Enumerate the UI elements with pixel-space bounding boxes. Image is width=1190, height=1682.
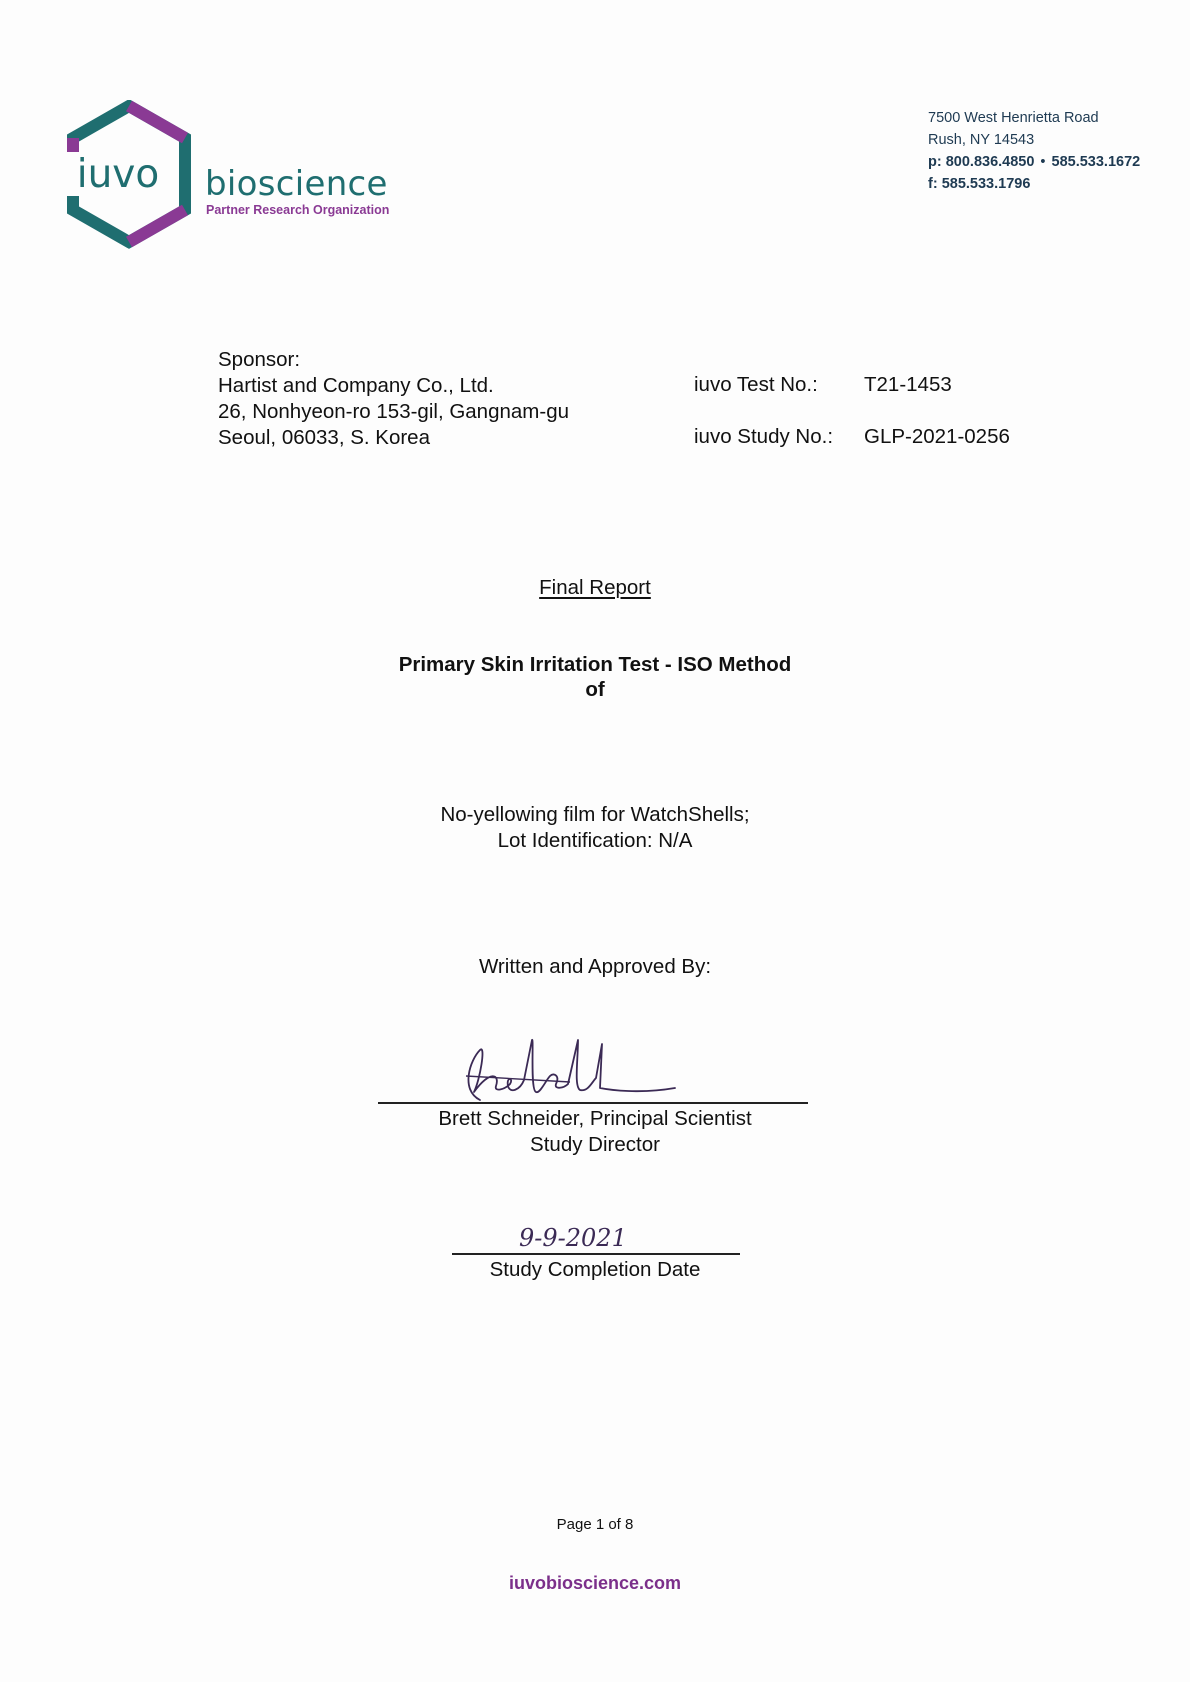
sponsor-address-1: 26, Nonhyeon-ro 153-gil, Gangnam-gu xyxy=(218,400,569,423)
test-title: Primary Skin Irritation Test - ISO Method xyxy=(398,653,792,676)
sponsor-label: Sponsor: xyxy=(218,348,301,371)
fax-label: f: xyxy=(928,176,938,192)
test-title-of: of xyxy=(585,678,605,701)
phone-primary: 800.836.4850 xyxy=(945,154,1035,170)
test-number-row xyxy=(694,373,952,397)
signature-line xyxy=(378,1102,808,1104)
study-number-value: GLP-2021-0256 xyxy=(864,425,1010,448)
handwritten-date xyxy=(515,1218,645,1258)
logo-brand: bioscience xyxy=(205,164,388,204)
logo-word: iuvo xyxy=(76,152,160,197)
sponsor-company: Hartist and Company Co., Ltd. xyxy=(218,374,494,397)
address-fax xyxy=(928,173,1140,195)
lot-identification: Lot Identification: N/A xyxy=(497,829,693,852)
website-link[interactable]: iuvobioscience.com xyxy=(508,1573,682,1593)
fax-number: 585.533.1796 xyxy=(941,176,1031,192)
director-signature xyxy=(450,1030,690,1110)
address-street: 7500 West Henrietta Road xyxy=(928,110,1099,126)
date-line xyxy=(452,1253,740,1255)
test-article: No-yellowing film for WatchShells; xyxy=(440,803,750,826)
test-number-label: iuvo Test No.: xyxy=(694,373,818,396)
address-phone xyxy=(928,151,1140,173)
page-number: Page 1 of 8 xyxy=(556,1516,634,1533)
phone-label: p: xyxy=(928,154,942,170)
study-number-row xyxy=(694,425,1010,449)
sponsor-block xyxy=(218,347,569,451)
logo-tagline: Partner Research Organization xyxy=(206,203,390,217)
signer-role: Study Director xyxy=(530,1133,660,1156)
company-address xyxy=(928,107,1140,195)
approved-by-label: Written and Approved By: xyxy=(478,955,712,978)
phone-separator: • xyxy=(1040,154,1046,170)
phone-secondary: 585.533.1672 xyxy=(1051,154,1141,170)
completion-date-label: Study Completion Date xyxy=(489,1258,701,1281)
study-number-label: iuvo Study No.: xyxy=(694,425,834,448)
completion-date: 9-9-2021 xyxy=(519,1224,627,1252)
test-number-value: T21-1453 xyxy=(864,373,952,396)
signer-name: Brett Schneider, Principal Scientist xyxy=(438,1107,752,1130)
final-report-title: Final Report xyxy=(539,576,651,599)
iuvo-logo xyxy=(64,100,194,250)
address-city: Rush, NY 14543 xyxy=(928,132,1035,148)
sponsor-address-2: Seoul, 06033, S. Korea xyxy=(218,426,430,449)
report-heading xyxy=(0,576,1190,600)
